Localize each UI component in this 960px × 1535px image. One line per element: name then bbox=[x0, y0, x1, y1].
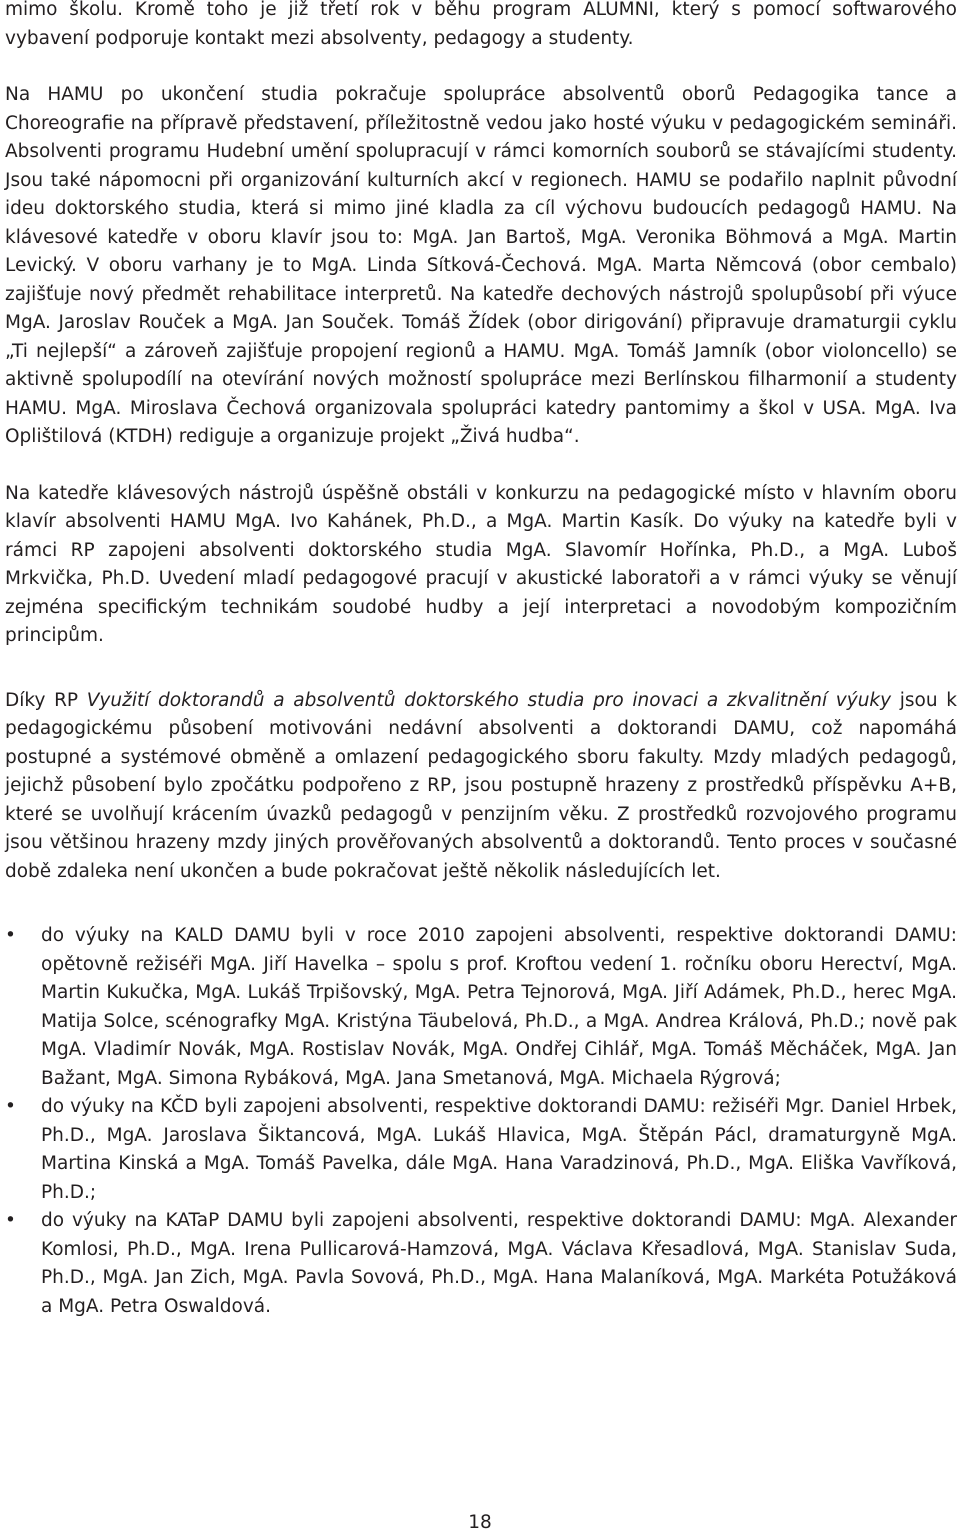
list-item-text: do výuky na KALD DAMU byli v roce 2010 zapojeni absolventi, respektive doktorandi DAMU: opětovně režiséři MgA. Jiří Havelka – spolu s prof. Kroftou vedení 1. ročníku oboru Herectví, MgA. Martin Kukučka, MgA. Lukáš Trpišovský, MgA. Petra Tejnorová, MgA. Jiří Adámek, Ph.D., herec MgA. Matija Solce, scénografky MgA. Kristýna Täubelová, Ph.D., a MgA. Andrea Králová, Ph.D.; nově pak MgA. Vladimír Novák, MgA. Rostislav Novák, MgA. Ondřej Cihlář, MgA. Tomáš Měcháček, MgA. Jan Bažant, MgA. Simona Rybáková, MgA. Jana Smetanová, MgA. Michaela Rýgrová; bbox=[41, 925, 957, 1089]
paragraph-damu-rp-rest: jsou k pedagogickému působení motivováni nedávní absolventi a doktorandi DAMU, což napomáhá postupné a systémové obměně a omlazení pedagogického sboru fakulty. Mzdy mladých pedagogů, jejichž působení bylo zpočátku podpořeno z RP, jsou postupně hrazeny z prostředků příspěvku A+B, které se uvolňují krácením úvazků pedagogů v penzijním věku. Z prostředků rozvojového programu jsou většinou hrazeny mzdy jiných prověřovaných absolventů a doktorandů. Tento proces v současné době zdaleka není ukončen a bude pokračovat ještě několik následujících let. bbox=[5, 689, 957, 882]
bullet-list bbox=[5, 922, 957, 1321]
program-title: Využití doktorandů a absolventů doktorského studia pro inovaci a zkvalitnění výuky bbox=[86, 689, 892, 711]
document-page bbox=[5, 0, 957, 1321]
paragraph-alumni: mimo školu. Kromě toho je již třetí rok v běhu program ALUMNI, který s pomocí softwarového vybavení podporuje kontakt mezi absolventy, pedagogy a studenty. bbox=[5, 0, 957, 49]
paragraph-keyboard-department: Na katedře klávesových nástrojů úspěšně obstáli v konkurzu na pedagogické místo v hlavním oboru klavír absolventi HAMU MgA. Ivo Kahánek, Ph.D., a MgA. Martin Kasík. Do výuky na katedře byli v rámci RP zapojeni absolventi doktorského studia MgA. Slavomír Hořínka, Ph.D., a MgA. Luboš Mrkvička, Ph.D. Uvedení mladí pedagogové pracují v akustické laboratoři a v rámci výuky se věnují zejména specifickým technikám soudobé hudby a její interpretaci a novodobým kompozičním principům. bbox=[5, 482, 957, 646]
list-item bbox=[5, 922, 957, 1093]
paragraph-hamu-graduates: Na HAMU po ukončení studia pokračuje spolupráce absolventů oborů Pedagogika tance a Choreografie na přípravě představení, příležitostně vedou jako hosté výuku v pedagogickém semináři. Absolventi programu Hudební umění spolupracují v rámci komorních souborů se stávajícími studenty. Jsou také nápomocni při organizování kulturních akcí v regionech. HAMU se podařilo naplnit původní ideu doktorského studia, která si mimo jiné kladla za cíl výchovu budoucích pedagogů HAMU. Na klávesové katedře v oboru klavír jsou to: MgA. Jan Bartoš, MgA. Veronika Böhmová a MgA. Martin Levický. V oboru varhany je to MgA. Linda Sítková-Čechová. MgA. Marta Němcová (obor cembalo) zajišťuje nový předmět rehabilitace interpretů. Na katedře dechových nástrojů spolupůsobí při výuce MgA. Jaroslav Rouček a MgA. Jan Souček. Tomáš Žídek (obor dirigování) připravuje dramaturgii cyklu „Ti nejlepší“ a zároveň zajišťuje propojení regionů a HAMU. MgA. Tomáš Jamník (obor violoncello) se aktivně spolupodílí na otevírání nových možností spolupráce mezi Berlínskou filharmonií a studenty HAMU. MgA. Miroslava Čechová organizovala spolupráci katedry pantomimy a škol v USA. MgA. Iva Oplištilová (KTDH) rediguje a organizuje projekt „Živá hudba“. bbox=[5, 84, 957, 447]
page-number: 18 bbox=[468, 1512, 492, 1533]
list-item bbox=[5, 1207, 957, 1321]
list-item-text: do výuky na KČD byli zapojeni absolventi, respektive doktorandi DAMU: režiséři Mgr. Daniel Hrbek, Ph.D., MgA. Jaroslava Šiktancová, MgA. Lukáš Hlavica, MgA. Štěpán Pácl, dramaturgyně MgA. Martina Kinská a MgA. Tomáš Pavelka, dále MgA. Hana Varadzinová, Ph.D., MgA. Eliška Vavříková, Ph.D.; bbox=[41, 1096, 957, 1203]
bullet-icon: • bbox=[5, 1210, 16, 1231]
list-item bbox=[5, 1093, 957, 1207]
list-item-text: do výuky na KATaP DAMU byli zapojeni absolventi, respektive doktorandi DAMU: MgA. Alexander Komlosi, Ph.D., MgA. Irena Pullicarová-Hamzová, MgA. Václava Křesadlová, MgA. Stanislav Suda, Ph.D., MgA. Jan Zich, MgA. Pavla Sovová, Ph.D., MgA. Hana Malaníková, MgA. Markéta Potužáková a MgA. Petra Oswaldová. bbox=[41, 1210, 957, 1317]
paragraph-damu-rp bbox=[5, 687, 957, 887]
bullet-icon: • bbox=[5, 925, 16, 946]
paragraph-damu-rp-lead: Díky RP bbox=[5, 689, 87, 711]
bullet-icon: • bbox=[5, 1096, 16, 1117]
